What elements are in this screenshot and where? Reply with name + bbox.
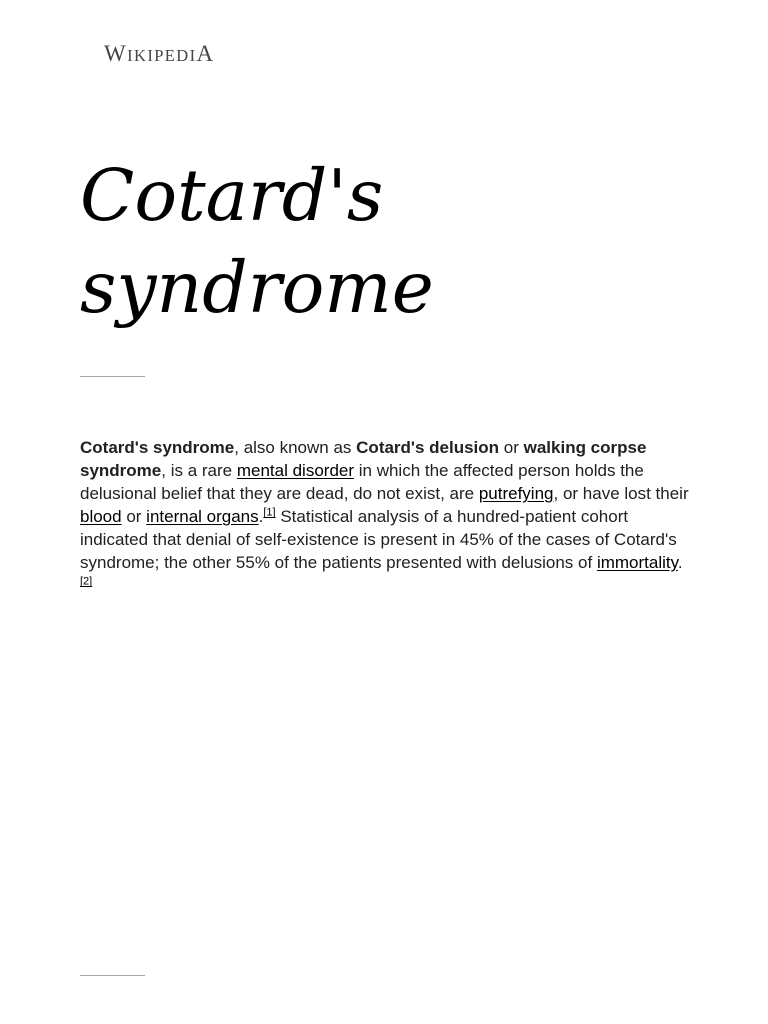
page-title-line-1: Cotard's	[80, 154, 384, 237]
citation-2[interactable]	[80, 575, 92, 587]
citation-1-link[interactable]: [1]	[263, 506, 276, 519]
citation-2-link[interactable]: [2]	[80, 575, 93, 588]
page-title	[80, 150, 680, 334]
wikipedia-wordmark[interactable]: WIKIPEDIA	[104, 41, 215, 66]
bold-term-cotards-syndrome: Cotard's syndrome	[80, 438, 235, 457]
page-title-line-2: syndrome	[80, 246, 434, 329]
citation-1[interactable]	[263, 506, 275, 518]
footer-divider	[80, 975, 145, 976]
title-divider	[80, 376, 145, 377]
link-mental-disorder[interactable]: mental disorder	[236, 461, 355, 480]
link-immortality[interactable]: immortality	[596, 553, 678, 572]
lead-paragraph: Cotard's syndrome, also known as Cotard's delusion or walking corpse syndrome, is a rare mental disorder in which the affected person holds the delusional belief that they are dead, do not exist, are putrefying, or have lost their blood or internal organs.[1] Statistical analysis of a hundred-patient cohort indicated that denial of self-existence is present in 45% of the cases of Cotard's syndrome; the other 55% of the patients presented with delusions of immortality.[2]	[80, 438, 689, 588]
bold-term-cotards-delusion: Cotard's delusion	[356, 438, 500, 457]
link-blood[interactable]: blood	[80, 507, 122, 526]
bold-term-walking-corpse-syndrome: walking corpse syndrome	[80, 438, 647, 480]
link-internal-organs[interactable]: internal organs	[146, 507, 259, 526]
link-putrefying[interactable]: putrefying	[478, 484, 554, 503]
